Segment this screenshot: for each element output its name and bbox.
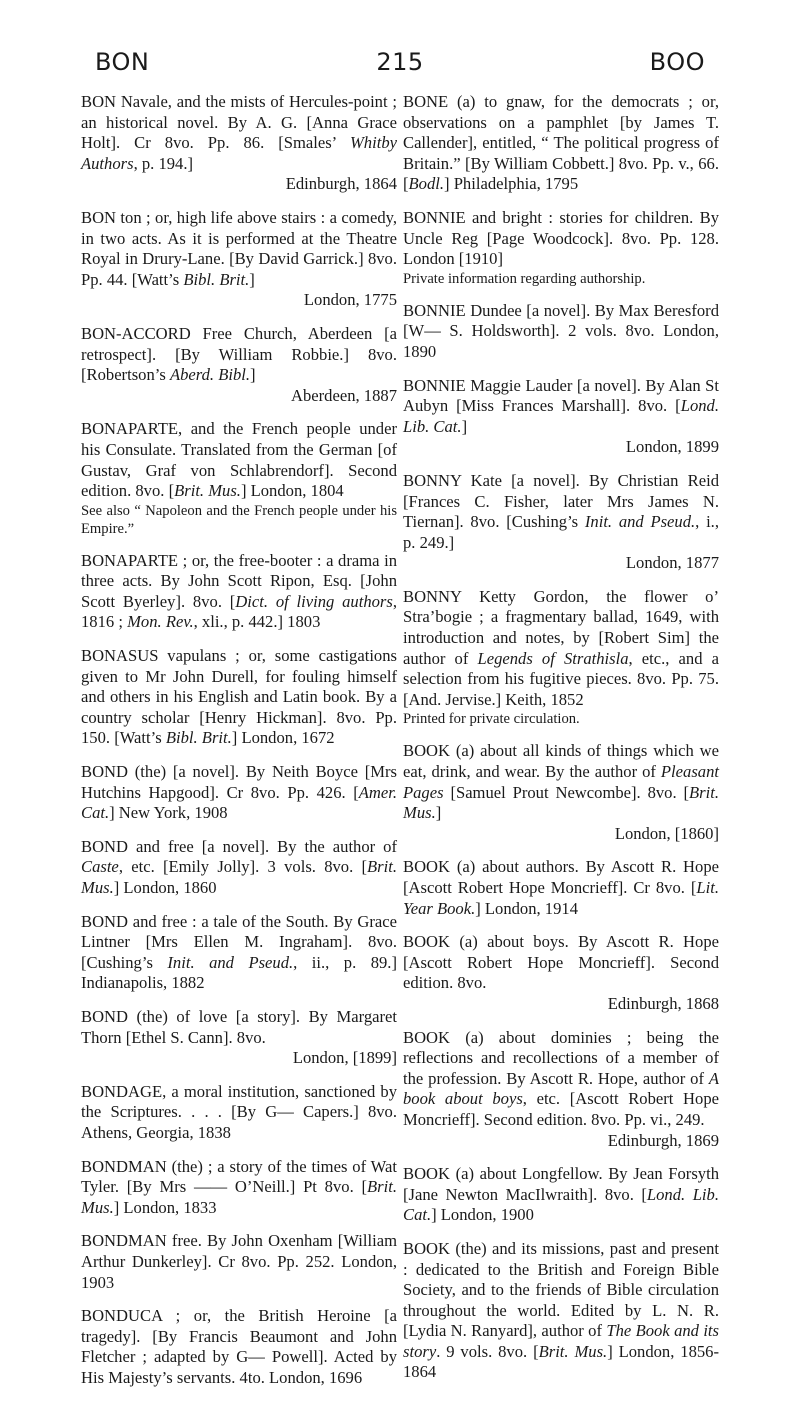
italic-title: Bibl. Brit.	[165, 728, 232, 748]
italic-title: Aberd. Bibl.	[169, 365, 251, 385]
italic-title: Lond. Lib. Cat.	[403, 1184, 719, 1225]
entry-text: BONASUS vapulans ; or, some castigations given to Mr John Durell, for fouling himself and others in his English and Latin book. By a country scholar [Henry Hickman]. 8vo. Pp. 150. [Watt’s Bibl. Brit.] London, 1672	[81, 646, 397, 748]
bibliography-entry	[81, 92, 397, 195]
italic-title: The Book and its story	[403, 1321, 719, 1361]
bibliography-entry	[403, 1239, 719, 1383]
entry-text: BONAPARTE ; or, the free-booter : a drama in three acts. By John Scott Ripon, Esq. [John Scott Byerley]. 8vo. [Dict. of living authors, 1816 ; Mon. Rev., xli., p. 442.] 1803	[81, 550, 397, 632]
bibliography-entry	[403, 92, 719, 195]
italic-title: Caste	[81, 857, 119, 877]
bibliography-entry	[81, 208, 397, 311]
bibliography-entry	[403, 208, 719, 288]
italic-title: A book about boys	[403, 1068, 719, 1109]
header-left-guide-word: BON	[95, 48, 150, 76]
entry-text: BOOK (a) about all kinds of things which we eat, drink, and wear. By the author of Pleasant Pages [Samuel Prout Newcombe]. 8vo. [Brit. Mus.]	[403, 741, 719, 823]
entry-imprint: London, 1775	[303, 290, 397, 310]
entry-text: BONNY Kate [a novel]. By Christian Reid [Frances C. Fisher, later Mrs James N. Tiernan]. 8vo. [Cushing’s Init. and Pseud., i., p. 249.]	[403, 470, 719, 552]
entry-text: BONDUCA ; or, the British Heroine [a tragedy]. [By Francis Beaumont and John Fletcher ; adapted by G— Powell]. Acted by His Majesty’s servants. 4to. London, 1696	[81, 1306, 397, 1387]
italic-title: Whitby Authors	[81, 133, 397, 173]
entry-text: BOND (the) [a novel]. By Neith Boyce [Mrs Hutchins Hapgood]. Cr 8vo. Pp. 426. [Amer. Cat.] New York, 1908	[81, 762, 397, 823]
bibliography-entry	[81, 551, 397, 633]
entry-text: BOOK (a) about Longfellow. By Jean Forsyth [Jane Newton MacIlwraith]. 8vo. [Lond. Lib. Cat.] London, 1900	[403, 1164, 719, 1225]
entry-note: Printed for private circulation.	[403, 711, 580, 728]
entry-note: See also “ Napoleon and the French people under his Empire.”	[81, 502, 397, 537]
bibliography-entry	[403, 1164, 719, 1226]
italic-title: Dict. of living authors	[235, 591, 393, 611]
italic-title: Init. and Pseud.	[584, 512, 696, 532]
bibliography-entry	[81, 324, 397, 406]
entry-text: BON-ACCORD Free Church, Aberdeen [a retrospect]. [By William Robbie.] 8vo. [Robertson’s Aberd. Bibl.]	[81, 323, 397, 385]
bibliography-entry	[81, 1157, 397, 1219]
entry-text: BONDMAN free. By John Oxenham [William Arthur Dunkerley]. Cr 8vo. Pp. 252. London, 1903	[81, 1231, 397, 1292]
bibliography-entry	[81, 912, 397, 994]
italic-title: Mon. Rev.	[127, 612, 194, 632]
italic-title: Brit. Mus.	[81, 857, 397, 897]
bibliography-entry	[403, 932, 719, 1014]
entry-text: BONDMAN (the) ; a story of the times of Wat Tyler. [By Mrs —— O’Neill.] Pt 8vo. [Brit. Mus.] London, 1833	[81, 1156, 397, 1217]
bibliography-entry	[81, 1007, 397, 1069]
bibliography-entry	[403, 587, 719, 729]
left-column	[81, 92, 397, 1401]
entry-note: Private information regarding authorship.	[403, 270, 646, 287]
entry-text: BON Navale, and the mists of Hercules-point ; an historical novel. By A. G. [Anna Grace Holt]. Cr 8vo. Pp. 86. [Smales’ Whitby Authors, p. 194.]	[81, 92, 397, 173]
bibliography-entry	[81, 837, 397, 899]
entry-text: BONNIE Dundee [a novel]. By Max Beresford [W— S. Holdsworth]. 2 vols. 8vo. London, 1890	[403, 300, 719, 361]
italic-title: Brit. Mus.	[403, 782, 719, 823]
italic-title: Lit. Year Book.	[403, 878, 719, 918]
entry-text: BONNIE and bright : stories for children. By Uncle Reg [Page Woodcock]. 8vo. Pp. 128. London [1910]	[403, 207, 719, 269]
bibliography-entry	[403, 471, 719, 574]
entry-text: BOOK (the) and its missions, past and present : dedicated to the British and Foreign Bible Society, and to the friends of Bible circulation throughout the world. Edited by L. N. R. [Lydia N. Ranyard], author of The Book and its story. 9 vols. 8vo. [Brit. Mus.] London, 1856-1864	[403, 1238, 719, 1382]
entry-text: BOND and free [a novel]. By the author of Caste, etc. [Emily Jolly]. 3 vols. 8vo. [Brit. Mus.] London, 1860	[81, 836, 397, 897]
right-column	[403, 92, 719, 1396]
entry-text: BONAPARTE, and the French people under his Consulate. Translated from the German [of Gustav, Graf von Schlabrendorf]. Second edition. 8vo. [Brit. Mus.] London, 1804	[81, 419, 397, 501]
italic-title: Legends of Strathisla	[477, 648, 629, 668]
entry-imprint: Edinburgh, 1868	[607, 993, 719, 1013]
italic-title: Bodl.	[408, 174, 445, 194]
italic-title: Brit. Mus.	[174, 481, 241, 501]
entry-imprint: London, 1899	[625, 437, 719, 457]
italic-title: Pleasant Pages	[403, 762, 719, 802]
bibliography-entry	[81, 1082, 397, 1144]
bibliography-entry	[81, 1231, 397, 1293]
entry-text: BON ton ; or, high life above stairs : a comedy, in two acts. As it is performed at the Theatre Royal in Drury-Lane. [By David Garrick.] 8vo. Pp. 44. [Watt’s Bibl. Brit.]	[81, 207, 397, 289]
bibliography-entry	[81, 646, 397, 749]
entry-imprint: Aberdeen, 1887	[291, 385, 397, 405]
entry-imprint: London, [1860]	[614, 823, 719, 843]
italic-title: Lond. Lib. Cat.	[403, 396, 719, 436]
entry-text: BONDAGE, a moral institution, sanctioned by the Scriptures. . . . [By G— Capers.] 8vo. Athens, Georgia, 1838	[81, 1081, 397, 1142]
bibliography-entry	[81, 1306, 397, 1388]
italic-title: Amer. Cat.	[81, 782, 397, 823]
entry-text: BONNIE Maggie Lauder [a novel]. By Alan St Aubyn [Miss Frances Marshall]. 8vo. [Lond. Lib. Cat.]	[403, 375, 719, 436]
header-right-guide-word: BOO	[649, 48, 705, 76]
bibliography-entry	[403, 376, 719, 458]
bibliography-entry	[403, 1028, 719, 1152]
entry-text: BOOK (a) about boys. By Ascott R. Hope [Ascott Robert Hope Moncrieff]. Second edition. 8vo.	[403, 932, 719, 993]
bibliography-entry	[81, 419, 397, 537]
entry-imprint: Edinburgh, 1869	[607, 1130, 719, 1150]
entry-text: BONE (a) to gnaw, for the democrats ; or, observations on a pamphlet [by James T. Callender], entitled, “ The political progress of Britain.” [By William Cobbett.] 8vo. Pp. v., 66. [Bodl.] Philadelphia, 1795	[403, 92, 719, 194]
italic-title: Brit. Mus.	[538, 1341, 608, 1361]
running-header	[0, 48, 800, 88]
entry-imprint: London, 1877	[625, 553, 719, 573]
entry-text: BONNY Ketty Gordon, the flower o’ Stra’bogie ; a fragmentary ballad, 1649, with introduction and notes, by [Robert Sim] the author of Legends of Strathisla, etc., and a selection from his fugitive pieces. 8vo. Pp. 75. [And. Jervise.] Keith, 1852	[403, 586, 719, 709]
entry-text: BOND and free : a tale of the South. By Grace Lintner [Mrs Ellen M. Ingraham]. 8vo. [Cushing’s Init. and Pseud., ii., p. 89.] Indianapolis, 1882	[81, 911, 397, 993]
bibliography-entry	[403, 857, 719, 919]
entry-text: BOOK (a) about authors. By Ascott R. Hope [Ascott Robert Hope Moncrieff]. Cr 8vo. [Lit. Year Book.] London, 1914	[403, 857, 719, 918]
entry-text: BOOK (a) about dominies ; being the reflections and recollections of a member of the profession. By Ascott R. Hope, author of A book about boys, etc. [Ascott Robert Hope Moncrieff]. Second edition. 8vo. Pp. vi., 249.	[403, 1027, 719, 1129]
italic-title: Bibl. Brit.	[183, 269, 250, 289]
bibliography-entry	[81, 762, 397, 824]
bibliography-entry	[403, 301, 719, 363]
italic-title: Init. and Pseud.	[167, 952, 294, 972]
entry-text: BOND (the) of love [a story]. By Margaret Thorn [Ethel S. Cann]. 8vo.	[81, 1006, 397, 1047]
entry-imprint: London, [1899]	[292, 1048, 397, 1068]
page-number: 215	[376, 48, 424, 76]
bibliography-entry	[403, 741, 719, 844]
entry-imprint: Edinburgh, 1864	[285, 174, 397, 194]
italic-title: Brit. Mus.	[81, 1177, 397, 1217]
